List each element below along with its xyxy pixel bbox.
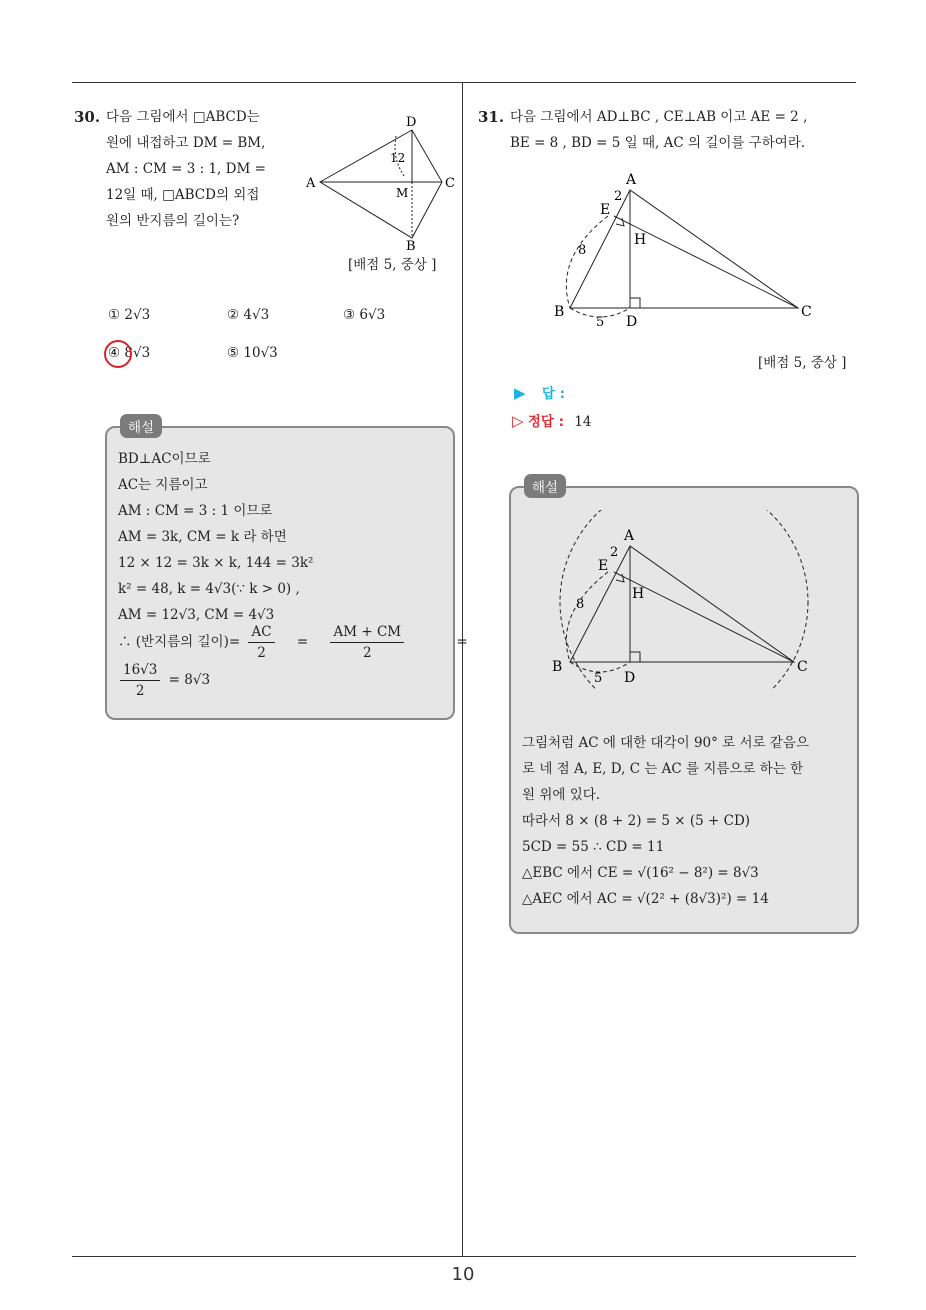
- denominator: 2: [363, 645, 372, 661]
- numerator: 16√3: [120, 660, 160, 681]
- label-C: C: [801, 304, 812, 320]
- solution-line: 로 네 점 A, E, D, C 는 AC 를 지름으로 하는 한: [522, 761, 804, 777]
- numerator: AC: [248, 622, 274, 643]
- solution-line: △EBC 에서 CE = √(16² − 8²) = 8√3: [522, 865, 759, 881]
- play-arrow-icon: ▶: [514, 384, 526, 402]
- solution-line: k² = 48, k = 4√3(∵ k > 0) ,: [118, 581, 300, 597]
- solution-line: AM : CM = 3 : 1 이므로: [118, 503, 273, 519]
- choice-2[interactable]: ② 4√3: [227, 307, 270, 323]
- solution-line: BD⊥AC이므로: [118, 451, 211, 467]
- column-divider: [462, 82, 463, 1257]
- bottom-rule: [72, 1256, 856, 1257]
- fraction: [248, 622, 274, 663]
- solution-line: AC는 지름이고: [118, 477, 208, 493]
- outline-arrow-icon: ▷: [512, 412, 524, 430]
- label-A: A: [306, 176, 316, 191]
- label-D: D: [626, 314, 638, 330]
- denominator: 2: [257, 645, 266, 661]
- label-M: M: [396, 186, 409, 200]
- solution-line: △AEC 에서 AC = √(2² + (8√3)²) = 14: [522, 891, 769, 907]
- question-text-line: 다음 그림에서 □ABCD는: [106, 109, 260, 125]
- label-8: 8: [578, 243, 587, 258]
- label-5: 5: [596, 315, 605, 330]
- solution-line: 그림처럼 AC 에 대한 대각이 90° 로 서로 같음으: [522, 735, 809, 751]
- label-2: 2: [614, 189, 623, 204]
- choice-5[interactable]: ⑤ 10√3: [227, 345, 278, 361]
- label-B: B: [554, 304, 565, 320]
- question-text-line: 원의 반지름의 길이는?: [106, 213, 240, 229]
- label-E: E: [598, 558, 609, 574]
- triangle-figure: [548, 168, 818, 330]
- label-5: 5: [594, 671, 603, 686]
- label-D: D: [624, 670, 636, 686]
- solution-line: 따라서 8 × (8 + 2) = 5 × (5 + CD): [522, 813, 751, 829]
- label-H: H: [632, 586, 645, 602]
- denominator: 2: [135, 683, 145, 699]
- solution-line: 원 위에 있다.: [522, 787, 601, 803]
- label-8: 8: [576, 597, 585, 612]
- label-H: H: [634, 232, 647, 248]
- correct-answer-row: [512, 410, 592, 430]
- label-C: C: [797, 659, 808, 675]
- selected-answer-mark: [104, 340, 132, 368]
- solution-fraction-line: [118, 622, 468, 663]
- solution-tag: 해설: [524, 474, 566, 498]
- solution-line: AM = 3k, CM = k 라 하면: [118, 529, 287, 545]
- score-label: [배점 5, 중상 ]: [348, 257, 437, 273]
- label-12: 12: [390, 151, 406, 165]
- question-number: 30.: [74, 108, 101, 126]
- solution-result-line: [116, 660, 210, 701]
- answer-label: 답 :: [541, 386, 565, 402]
- label-B: B: [406, 239, 416, 254]
- score-label: [배점 5, 중상 ]: [758, 355, 847, 371]
- question-text-line: AM : CM = 3 : 1, DM =: [106, 161, 266, 177]
- label-C: C: [445, 176, 455, 191]
- label-2: 2: [610, 545, 619, 560]
- label-D: D: [406, 115, 417, 130]
- question-text-line: 원에 내접하고 DM = BM,: [106, 135, 266, 151]
- choice-4[interactable]: ④ 8√3: [108, 345, 151, 361]
- page-number: 10: [451, 1264, 475, 1285]
- fraction: [330, 622, 404, 663]
- equals-sign: =: [456, 634, 468, 650]
- numerator: AM + CM: [330, 622, 404, 643]
- label-A: A: [624, 528, 635, 544]
- fraction: [120, 660, 160, 701]
- circle-figure: [548, 510, 818, 690]
- question-text-line: 다음 그림에서 AD⊥BC , CE⊥AB 이고 AE = 2 ,: [510, 109, 808, 125]
- question-text-line: BE = 8 , BD = 5 일 때, AC 의 길이를 구하여라.: [510, 135, 806, 151]
- answer-row: [514, 382, 565, 402]
- solution-line: 12 × 12 = 3k × k, 144 = 3k²: [118, 555, 314, 571]
- solution-text: ∴ (반지름의 길이)=: [118, 634, 241, 650]
- correct-label: 정답 :: [527, 414, 565, 430]
- solution-tag: 해설: [120, 414, 162, 438]
- label-B: B: [552, 659, 563, 675]
- equals-sign: =: [296, 634, 309, 650]
- quadrilateral-figure: [300, 110, 460, 255]
- choice-3[interactable]: ③ 6√3: [343, 307, 386, 323]
- solution-line: 5CD = 55 ∴ CD = 11: [522, 839, 665, 855]
- correct-value: 14: [574, 414, 592, 430]
- solution-line: AM = 12√3, CM = 4√3: [118, 607, 275, 623]
- label-E: E: [600, 202, 611, 218]
- question-text-line: 12일 때, □ABCD의 외접: [106, 187, 260, 203]
- question-number: 31.: [478, 108, 505, 126]
- choice-1[interactable]: ① 2√3: [108, 307, 151, 323]
- top-rule: [72, 82, 856, 83]
- result-text: = 8√3: [168, 672, 211, 688]
- label-A: A: [626, 172, 637, 188]
